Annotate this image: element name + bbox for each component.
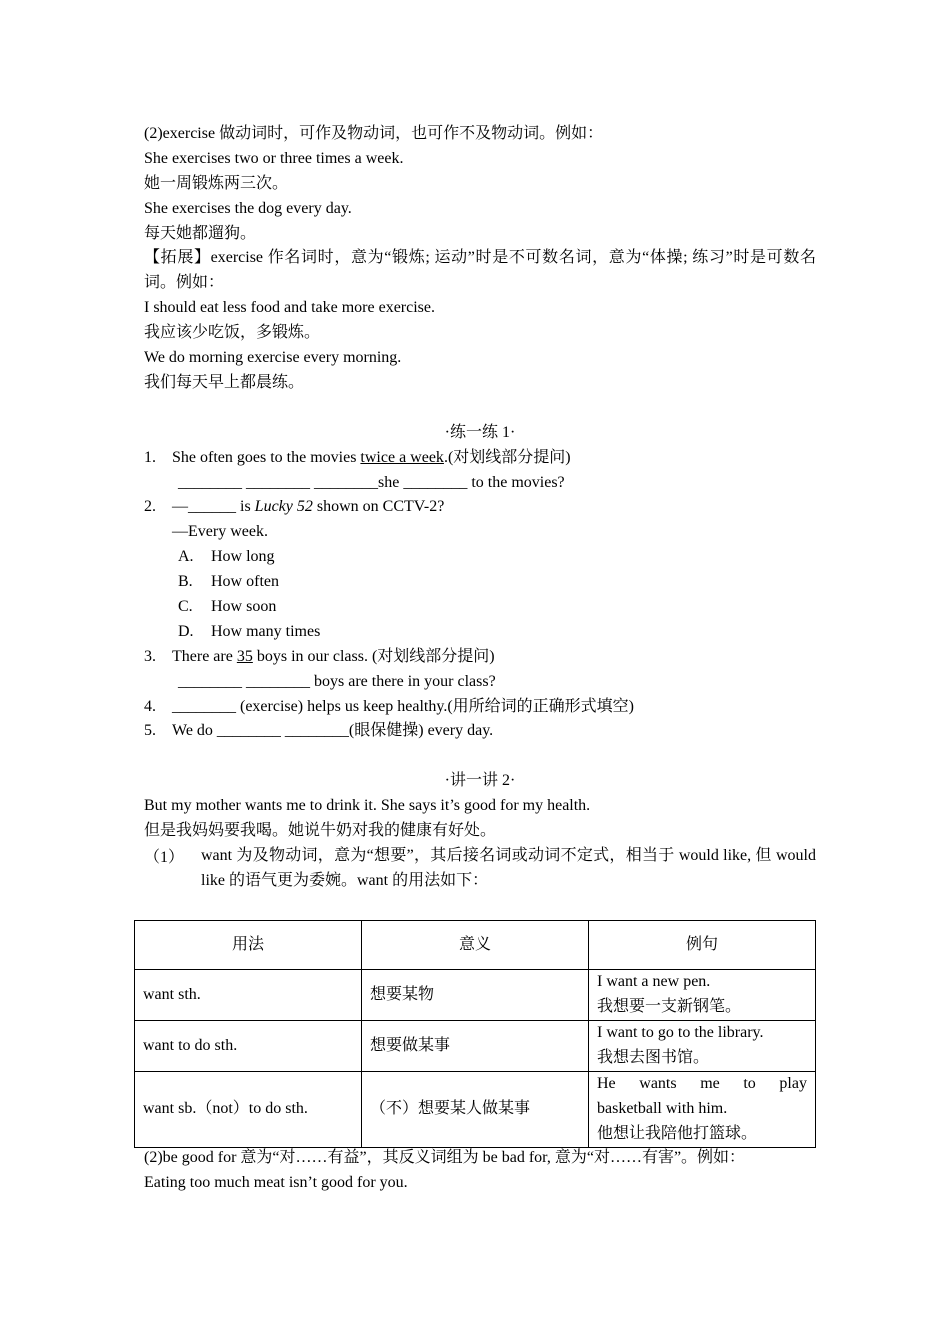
option-text: How soon — [211, 597, 277, 615]
option-text: How many times — [211, 622, 321, 640]
text-line: We do morning exercise every morning. — [144, 349, 402, 367]
usage-cell: want to do sth. — [135, 1021, 362, 1072]
option-letter: D. — [178, 622, 194, 640]
question-number: 2. — [144, 498, 156, 516]
meaning-cell: （不）想要某人做某事 — [362, 1072, 589, 1148]
text-line: She exercises the dog every day. — [144, 199, 352, 217]
question-2 — [144, 495, 816, 520]
example-en: I want to go to the library. — [597, 1024, 764, 1042]
question-text: ________ (exercise) helps us keep healthy.(用所给词的正确形式填空) — [172, 697, 634, 715]
meaning-cell: 想要某物 — [362, 970, 589, 1021]
example-zh: 我想去图书馆。 — [597, 1049, 710, 1066]
example-zh: 他想让我陪他打篮球。 — [597, 1124, 758, 1142]
option-letter: C. — [178, 597, 193, 615]
want-usage-table — [134, 920, 816, 1148]
text-line: 但是我妈妈要我喝。她说牛奶对我的健康有好处。 — [144, 821, 497, 839]
meaning-cell: 想要做某事 — [362, 1021, 589, 1072]
option-letter: B. — [178, 573, 193, 591]
explanation-item-1 — [144, 844, 816, 894]
example-zh: 我想要一支新钢笔。 — [597, 998, 742, 1015]
reply-line: —Every week. — [172, 523, 268, 541]
extension-paragraph: 【拓展】exercise 作名词时，意为“锻炼; 运动”时是不可数名词，意为“体操; 练习”时是可数名词。例如： — [144, 249, 816, 292]
question-3 — [144, 645, 816, 670]
option-c — [144, 595, 816, 620]
example-en: basketball with him. — [597, 1099, 728, 1117]
example-word: He — [597, 1075, 616, 1092]
text-line: 我应该少吃饭，多锻炼。 — [144, 324, 321, 342]
text-line: I should eat less food and take more exercise. — [144, 299, 436, 317]
text-line: (2)be good for 意为“对……有益”，其反义词组为 be bad for, 意为“对……有害”。例如： — [144, 1149, 746, 1166]
text-line: Eating too much meat isn’t good for you. — [144, 1173, 408, 1191]
option-b — [144, 570, 816, 595]
header-usage: 用法 — [135, 921, 362, 970]
item-label: （1） — [144, 848, 185, 866]
underlined-number: 35 — [236, 647, 253, 665]
option-a — [144, 545, 816, 570]
example-cell — [589, 970, 816, 1021]
example-en: I want a new pen. — [597, 973, 711, 991]
option-letter: A. — [178, 548, 194, 566]
question-text: boys in our class. (对划线部分提问) — [252, 647, 495, 665]
question-5 — [144, 719, 816, 744]
question-text: .(对划线部分提问) — [443, 448, 571, 466]
example-cell — [589, 1072, 816, 1148]
text-line: She exercises two or three times a week. — [144, 149, 404, 167]
header-example: 例句 — [589, 921, 816, 970]
example-word: play — [779, 1075, 807, 1092]
usage-cell: want sb.（not）to do sth. — [135, 1072, 362, 1148]
option-text: How often — [211, 573, 279, 591]
text-line: (2)exercise 做动词时，可作及物动词，也可作不及物动词。例如： — [144, 125, 604, 142]
question-number: 5. — [144, 722, 156, 740]
table-row — [135, 970, 816, 1021]
question-number: 3. — [144, 647, 156, 665]
question-text: There are — [172, 647, 237, 665]
document-body — [144, 122, 816, 894]
usage-cell: want sth. — [135, 970, 362, 1021]
text-line: But my mother wants me to drink it. She says it’s good for my health. — [144, 797, 591, 815]
example-en-justified — [597, 1072, 807, 1097]
practice-title: ·练一练 1· — [444, 423, 516, 441]
table-row — [135, 1072, 816, 1148]
program-title: Lucky 52 — [254, 498, 313, 516]
header-meaning: 意义 — [362, 921, 589, 970]
underlined-phrase: twice a week — [360, 448, 444, 466]
question-text: She often goes to the movies — [172, 448, 361, 466]
lecture-title: ·讲一讲 2· — [444, 772, 516, 790]
question-number: 4. — [144, 697, 156, 715]
answer-blank-line: ________ ________ ________she ________ to the movies? — [178, 473, 565, 491]
text-line: 她一周锻炼两三次。 — [144, 174, 289, 192]
text-line: 我们每天早上都晨练。 — [144, 373, 305, 391]
option-d — [144, 620, 816, 645]
question-text: We do ________ ________(眼保健操) every day. — [172, 722, 494, 740]
question-text: —______ is — [172, 498, 255, 516]
item-text: want 为及物动词，意为“想要”，其后接名词或动词不定式，相当于 would like, 但 would like 的语气更为委婉。want 的用法如下： — [201, 846, 816, 889]
example-word: wants — [639, 1075, 677, 1092]
after-table-text — [144, 1146, 816, 1196]
option-text: How long — [211, 548, 275, 566]
example-cell — [589, 1021, 816, 1072]
question-4 — [144, 695, 816, 720]
question-number: 1. — [144, 448, 156, 466]
example-word: to — [743, 1075, 756, 1092]
table-row — [135, 1021, 816, 1072]
answer-blank-line: ________ ________ boys are there in your class? — [178, 672, 496, 690]
text-line: 每天她都遛狗。 — [144, 224, 257, 242]
question-text: shown on CCTV-2? — [312, 498, 445, 516]
question-1 — [144, 446, 816, 471]
example-word: me — [700, 1075, 720, 1092]
